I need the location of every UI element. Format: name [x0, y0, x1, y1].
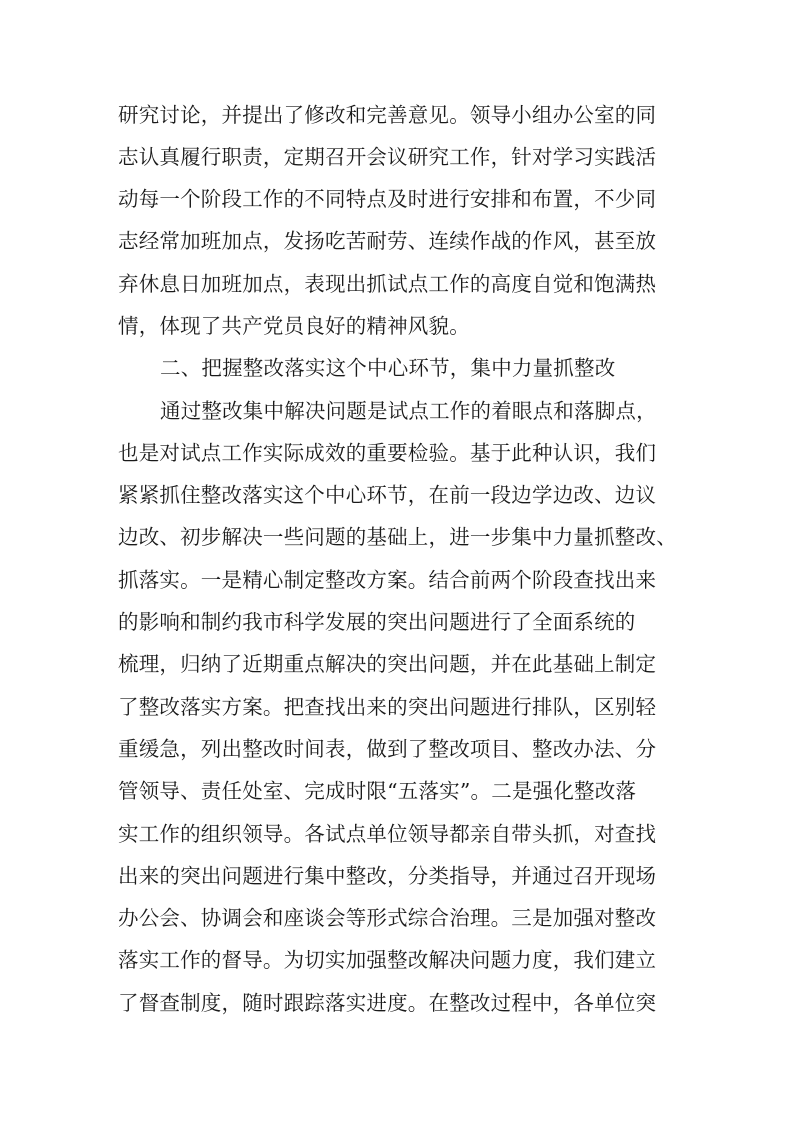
- paragraph-line: 办公会、协调会和座谈会等形式综合治理。三是加强对整改: [118, 906, 657, 930]
- paragraph-line: 出来的突出问题进行集中整改，分类指导，并通过召开现场: [118, 864, 657, 888]
- paragraph-line: 梳理，归纳了近期重点解决的突出问题，并在此基础上制定: [118, 652, 657, 676]
- paragraph-line: 重缓急，列出整改时间表，做到了整改项目、整改办法、分: [118, 737, 657, 761]
- paragraph-line: 了整改落实方案。把查找出来的突出问题进行排队，区别轻: [118, 695, 657, 719]
- paragraph-line: 边改、初步解决一些问题的基础上，进一步集中力量抓整改、: [118, 525, 677, 549]
- paragraph-line: 志认真履行职责，定期召开会议研究工作，针对学习实践活: [118, 145, 657, 169]
- paragraph-line: 紧紧抓住整改落实这个中心环节，在前一段边学边改、边议: [118, 483, 657, 507]
- paragraph-line: 抓落实。一是精心制定整改方案。结合前两个阶段查找出来: [118, 568, 657, 592]
- paragraph-line: 志经常加班加点，发扬吃苦耐劳、连续作战的作风，甚至放: [118, 229, 657, 253]
- paragraph-line: 情，体现了共产党员良好的精神风貌。: [118, 314, 470, 338]
- paragraph-line: 弃休息日加班加点，表现出抓试点工作的高度自觉和饱满热: [118, 272, 657, 296]
- paragraph-line: 了督查制度，随时跟踪落实进度。在整改过程中，各单位突: [118, 991, 657, 1015]
- paragraph-line: 也是对试点工作实际成效的重要检验。基于此种认识，我们: [118, 441, 657, 465]
- section-heading: 二、把握整改落实这个中心环节，集中力量抓整改: [160, 356, 616, 380]
- paragraph-line: 落实工作的督导。为切实加强整改解决问题力度，我们建立: [118, 948, 657, 972]
- paragraph-line: 通过整改集中解决问题是试点工作的着眼点和落脚点，: [160, 399, 657, 423]
- paragraph-line: 研究讨论，并提出了修改和完善意见。领导小组办公室的同: [118, 103, 657, 127]
- paragraph-line: 的影响和制约我市科学发展的突出问题进行了全面系统的: [118, 610, 636, 634]
- paragraph-line: 实工作的组织领导。各试点单位领导都亲自带头抓，对查找: [118, 822, 657, 846]
- paragraph-line: 动每一个阶段工作的不同特点及时进行安排和布置，不少同: [118, 187, 657, 211]
- paragraph-line: 管领导、责任处室、完成时限“五落实”。二是强化整改落: [118, 779, 637, 803]
